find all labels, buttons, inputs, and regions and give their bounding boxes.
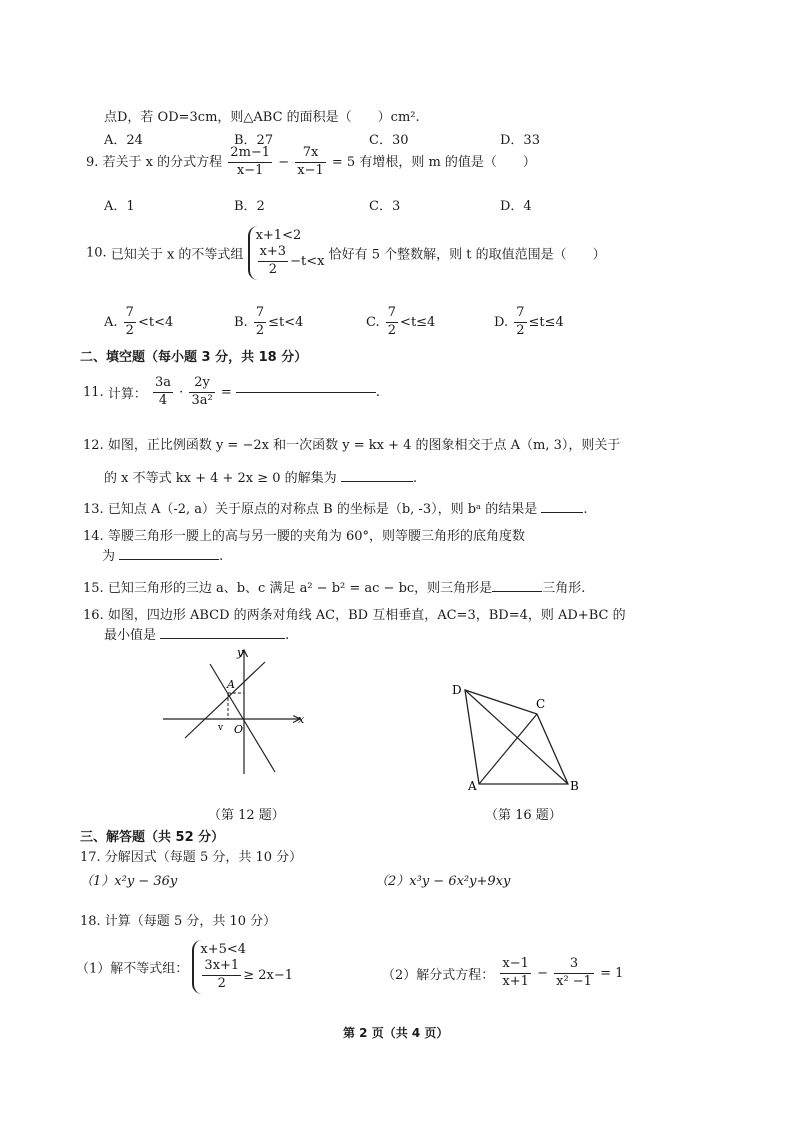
q9-number: 9. bbox=[86, 154, 99, 170]
q15-suffix: 三角形. bbox=[542, 581, 586, 596]
q18-p2-fraction-1 bbox=[500, 957, 531, 990]
section-2-heading: 二、填空题（每小题 3 分，共 18 分） bbox=[80, 350, 308, 365]
label-o: O bbox=[234, 723, 244, 736]
q8-option-c: C．30 bbox=[369, 133, 409, 148]
q9-fraction-2 bbox=[295, 146, 326, 179]
q10-option-b bbox=[234, 306, 303, 339]
q14-text-1: 等腰三角形一腰上的高与另一腰的夹角为 60°，则等腰三角形的底角度数 bbox=[107, 529, 526, 544]
q15-text: 已知三角形的三边 a、b、c 满足 a² − b² = ac − bc，则三角形是 bbox=[107, 581, 493, 596]
q9-f1-denominator: x−1 bbox=[236, 162, 264, 178]
q13-answer-blank[interactable] bbox=[541, 512, 583, 513]
q10-option-relation: <t<4 bbox=[137, 314, 174, 330]
q9-option-c: C．3 bbox=[369, 199, 401, 214]
q12-line-1 bbox=[83, 434, 620, 453]
q18-inequality-2-rest: ≥ 2x−1 bbox=[243, 967, 293, 983]
label-d: D bbox=[452, 683, 462, 697]
q18-p2-f2-denominator: x² −1 bbox=[556, 973, 592, 989]
q10-option-numerator: 7 bbox=[124, 306, 136, 323]
q12-answer-blank[interactable] bbox=[341, 481, 413, 482]
q11-f1-numerator: 3a bbox=[153, 376, 173, 393]
q18-f-denominator: 2 bbox=[217, 975, 226, 991]
q10-option-fraction bbox=[386, 306, 398, 339]
q11-equals: = bbox=[220, 384, 232, 400]
q10-suffix: 恰好有 5 个整数解，则 t 的取值范围是（ ） bbox=[328, 247, 606, 263]
q15-answer-blank[interactable] bbox=[492, 591, 542, 592]
q10-fraction bbox=[258, 245, 289, 278]
q10-option-numerator: 7 bbox=[254, 306, 266, 323]
q9-option-b: B．2 bbox=[234, 199, 265, 214]
q10-option-a bbox=[104, 306, 173, 339]
q17-part-2: （2）x³y − 6x²y+9xy bbox=[375, 874, 511, 889]
q9-suffix: = 5 有增根，则 m 的值是（ ） bbox=[331, 154, 536, 170]
q9-f2-numerator: 7x bbox=[295, 146, 326, 163]
q10-inequality-1: x+1<2 bbox=[255, 228, 302, 243]
q13-number: 13. bbox=[83, 502, 104, 517]
q11-number: 11. bbox=[83, 384, 104, 400]
q15-question bbox=[83, 577, 585, 596]
label-y: y bbox=[237, 646, 244, 659]
q10-option-relation: ≤t<4 bbox=[268, 314, 304, 330]
q16-line-2: 最小值是 . bbox=[104, 628, 290, 643]
q10-option-numerator: 7 bbox=[386, 306, 398, 323]
q10-option-numerator: 7 bbox=[514, 306, 526, 323]
q18-p2-f1-numerator: x−1 bbox=[500, 957, 531, 974]
label-a: A bbox=[468, 779, 477, 793]
q14-line-1 bbox=[83, 525, 525, 544]
q10-inequality-system bbox=[248, 226, 325, 280]
q10-option-fraction bbox=[514, 306, 526, 339]
q11-f2-denominator: 3a² bbox=[191, 392, 213, 408]
figure-16-caption: （第 16 题） bbox=[485, 808, 562, 823]
label-b: B bbox=[570, 779, 579, 793]
q9-minus: − bbox=[278, 154, 290, 170]
q9-option-d: D．4 bbox=[500, 199, 532, 214]
q16-answer-blank[interactable] bbox=[160, 638, 285, 639]
q10-option-d bbox=[494, 306, 564, 339]
label-x: x bbox=[298, 713, 305, 726]
q12-text-2: 的 x 不等式 kx + 4 + 2x ≥ 0 的解集为 bbox=[104, 471, 337, 486]
q16-number: 16. bbox=[83, 608, 104, 623]
q8-option-d: D．33 bbox=[500, 133, 540, 148]
q11-fraction-1 bbox=[153, 376, 173, 409]
q18-title: 18. 计算（每题 5 分，共 10 分） bbox=[80, 914, 277, 929]
q18-part-1-label: （1）解不等式组： bbox=[76, 961, 189, 977]
q18-p2-f2-numerator: 3 bbox=[554, 957, 594, 974]
label-c: C bbox=[536, 697, 546, 711]
q10-option-fraction bbox=[124, 306, 136, 339]
q11-dot: · bbox=[179, 384, 184, 400]
q18-minus: − bbox=[537, 965, 548, 981]
q11-fraction-2 bbox=[189, 376, 214, 409]
q14-number: 14. bbox=[83, 529, 104, 544]
q16-line-1 bbox=[83, 604, 626, 623]
q16-text-2: 最小值是 bbox=[104, 628, 157, 643]
q10-question bbox=[86, 226, 606, 280]
page-footer: 第 2 页（共 4 页） bbox=[343, 1026, 449, 1040]
q9-f1-numerator: 2m−1 bbox=[228, 146, 272, 163]
q10-option-denominator: 2 bbox=[387, 322, 397, 338]
q11-question: 11. 计算： $\frac{3a}{4}$ · $\frac{2y}{\text{3a²}}$ = . bbox=[83, 375, 380, 408]
q18-inequality-system bbox=[192, 940, 293, 994]
q18-p2-fraction-2 bbox=[554, 957, 594, 990]
q18-inequality-2 bbox=[200, 959, 293, 992]
figure-12 bbox=[155, 642, 315, 782]
q18-fraction bbox=[202, 959, 241, 992]
q18-p2-f1-denominator: x+1 bbox=[502, 973, 529, 989]
q10-option-label: B. bbox=[234, 314, 248, 330]
q18-p2-suffix: = 1 bbox=[600, 965, 624, 981]
q12-line-2: 的 x 不等式 kx + 4 + 2x ≥ 0 的解集为 . bbox=[104, 471, 417, 486]
q10-f-denominator: 2 bbox=[268, 261, 277, 277]
q9-option-a: A．1 bbox=[104, 199, 135, 214]
section-3-heading: 三、解答题（共 52 分） bbox=[80, 830, 225, 845]
q10-number: 10. bbox=[86, 245, 107, 261]
q14-answer-blank[interactable] bbox=[119, 559, 219, 560]
q13-question: 13. 已知点 A（-2, a）关于原点的对称点 B 的坐标是（b, -3），则 bᵃ 的结果是 . bbox=[83, 502, 588, 517]
q12-text-1: 如图，正比例函数 y = −2x 和一次函数 y = kx + 4 的图象相交于点 A（m, 3），则关于 bbox=[107, 438, 621, 453]
q18-part-2 bbox=[382, 957, 623, 990]
label-a: A bbox=[227, 678, 235, 691]
q11-prefix: 计算： bbox=[107, 386, 147, 402]
q18-part-1 bbox=[76, 940, 293, 994]
q10-inequality-2 bbox=[256, 245, 325, 278]
q13-text: 已知点 A（-2, a）关于原点的对称点 B 的坐标是（b, -3），则 bᵃ 的结果是 bbox=[107, 502, 538, 517]
label-m: v bbox=[218, 723, 224, 733]
q10-option-c bbox=[366, 306, 435, 339]
q11-f2-numerator: 2y bbox=[189, 376, 214, 393]
q10-option-denominator: 2 bbox=[516, 322, 525, 338]
q10-inequality-2-rest: −t<x bbox=[290, 253, 325, 269]
q16-text-1: 如图，四边形 ABCD 的两条对角线 AC，BD 互相垂直，AC=3，BD=4，则 AD+BC 的 bbox=[107, 608, 626, 623]
q10-option-label: A. bbox=[104, 314, 118, 330]
q17-title: 17. 分解因式（每题 5 分，共 10 分） bbox=[80, 850, 303, 865]
q15-number: 15. bbox=[83, 581, 104, 596]
q9-prefix: 若关于 x 的分式方程 bbox=[102, 154, 223, 170]
q18-part-2-label: （2）解分式方程： bbox=[382, 967, 495, 983]
q11-answer-blank[interactable] bbox=[236, 392, 376, 393]
q9-f2-denominator: x−1 bbox=[297, 162, 324, 178]
q18-f-numerator: 3x+1 bbox=[202, 959, 241, 976]
q14-line-2: 为 . bbox=[102, 549, 224, 564]
q9-fraction-1 bbox=[228, 146, 272, 179]
q10-option-denominator: 2 bbox=[255, 322, 265, 338]
q10-option-relation: <t≤4 bbox=[400, 314, 436, 330]
line-y-eq-kx-plus-4 bbox=[185, 662, 265, 738]
line-y-eq-neg-2x bbox=[210, 664, 275, 772]
q10-option-label: D. bbox=[494, 314, 509, 330]
q8-text: 点D，若 OD=3cm，则△ABC 的面积是（ ）cm². bbox=[104, 110, 420, 125]
q10-prefix: 已知关于 x 的不等式组 bbox=[110, 247, 244, 263]
figure-12-caption: （第 12 题） bbox=[208, 808, 285, 823]
q10-option-fraction bbox=[254, 306, 266, 339]
q10-option-relation: ≤t≤4 bbox=[528, 314, 564, 330]
diagonal-ac bbox=[479, 714, 537, 784]
q8-option-b: B．27 bbox=[234, 133, 274, 148]
q8-option-a: A．24 bbox=[104, 133, 143, 148]
q10-option-label: C. bbox=[366, 314, 380, 330]
q17-part-1: （1）x²y − 36y bbox=[80, 874, 178, 889]
q10-f-numerator: x+3 bbox=[258, 245, 289, 262]
diagonal-bd bbox=[465, 690, 568, 784]
q14-text-2: 为 bbox=[102, 549, 116, 564]
q18-inequality-1: x+5<4 bbox=[200, 942, 247, 957]
figure-16 bbox=[448, 682, 588, 794]
q10-option-denominator: 2 bbox=[125, 322, 134, 338]
q12-number: 12. bbox=[83, 438, 104, 453]
q11-f1-denominator: 4 bbox=[158, 392, 168, 408]
q9-question bbox=[86, 146, 536, 179]
